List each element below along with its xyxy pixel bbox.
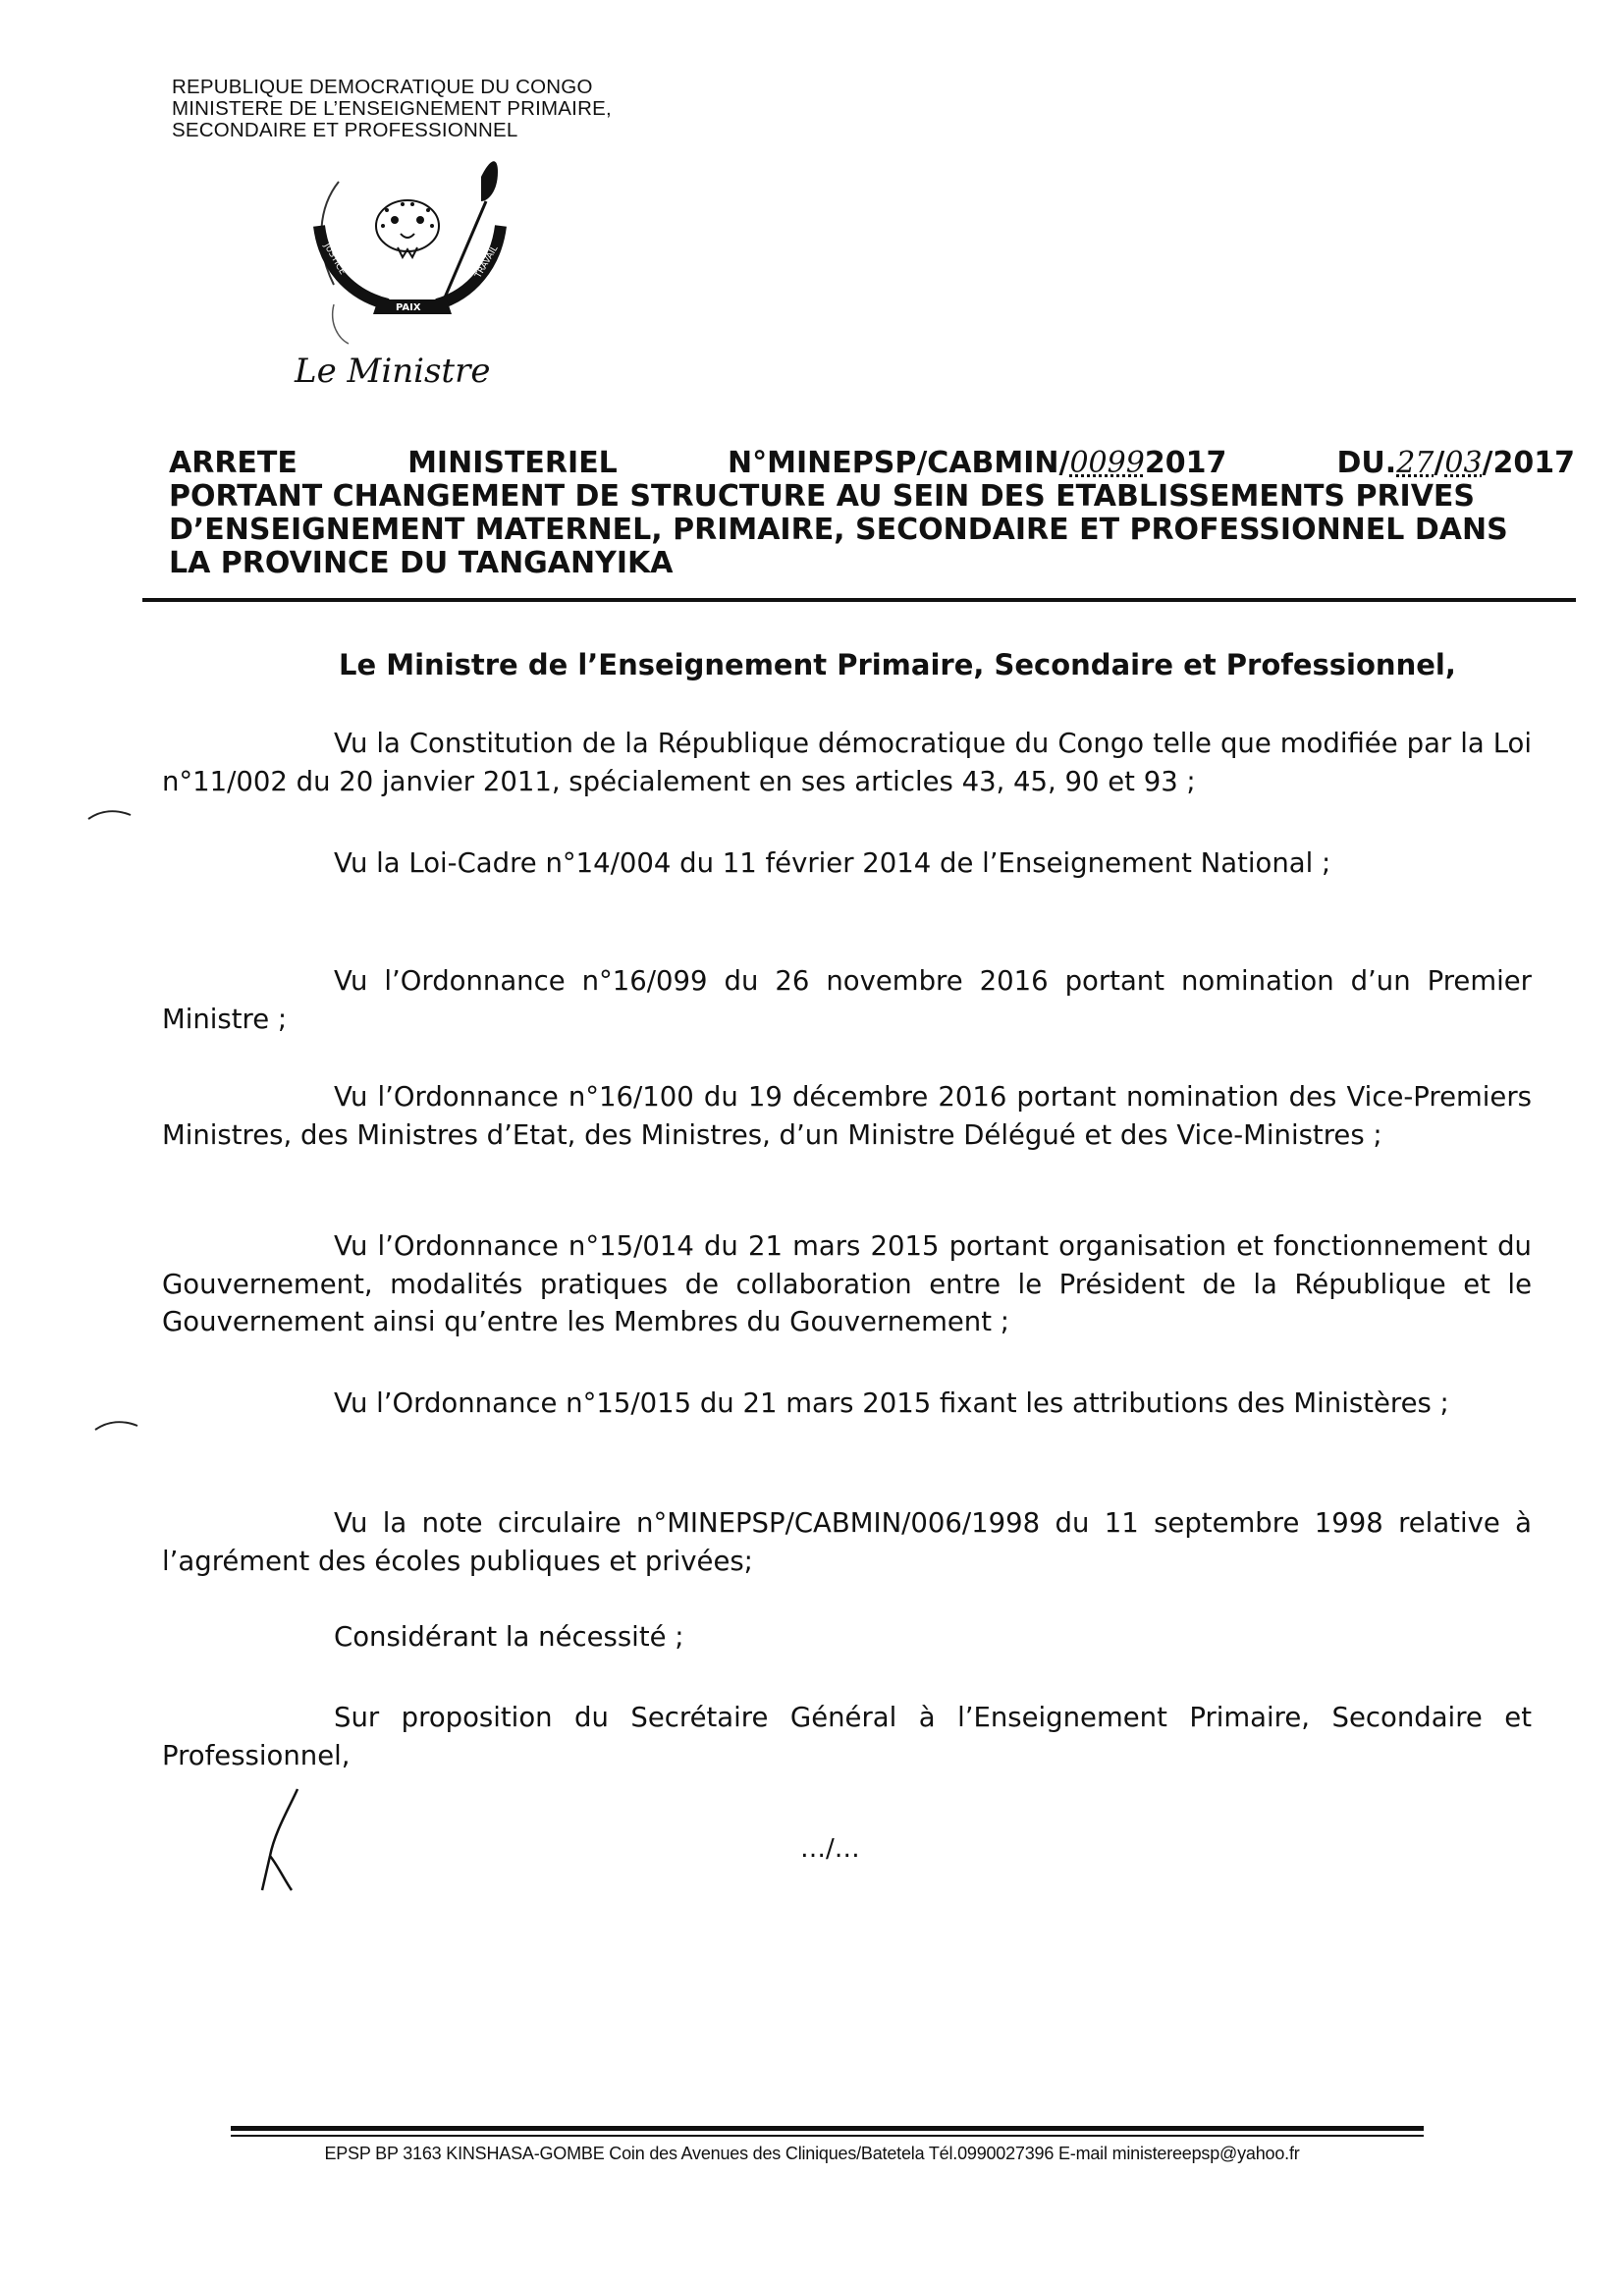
letterhead-country: REPUBLIQUE DEMOCRATIQUE DU CONGO bbox=[172, 76, 593, 98]
decree-title-line1 bbox=[169, 447, 1575, 480]
margin-tick-icon bbox=[93, 1416, 142, 1436]
decree-date: DU.27/03/2017 bbox=[1336, 446, 1575, 480]
decree-word-arrete: ARRETE bbox=[169, 446, 298, 480]
minister-title: Le Ministre bbox=[295, 352, 491, 391]
decree-word-ministeriel: MINISTERIEL bbox=[407, 446, 618, 480]
decree-day-handwritten: 27 bbox=[1396, 446, 1435, 480]
decree-title bbox=[169, 447, 1575, 580]
paragraph-considerant: Considérant la nécessité ; bbox=[334, 1621, 684, 1653]
paragraph-ordonnance-16-099: Vu l’Ordonnance n°16/099 du 26 novembre 2016 portant nomination d’un Premier Ministre ; bbox=[162, 965, 1532, 1035]
letterhead-ministry: MINISTERE DE L’ENSEIGNEMENT PRIMAIRE, bbox=[172, 97, 612, 120]
title-divider bbox=[142, 598, 1576, 602]
footer-divider bbox=[231, 2126, 1424, 2131]
emblem-motto-bottom: PAIX bbox=[396, 302, 421, 313]
decree-title-line4: LA PROVINCE DU TANGANYIKA bbox=[169, 546, 674, 580]
paragraph-loi-cadre: Vu la Loi-Cadre n°14/004 du 11 février 2014 de l’Enseignement National ; bbox=[334, 847, 1331, 879]
decree-month-handwritten: 03 bbox=[1444, 446, 1483, 480]
margin-tick-icon bbox=[86, 805, 135, 825]
intro-line: Le Ministre de l’Enseignement Primaire, Secondaire et Professionnel, bbox=[339, 648, 1456, 681]
paragraph-ordonnance-16-100: Vu l’Ordonnance n°16/100 du 19 décembre 2016 portant nomination des Vice-Premiers Ministres, des Ministres d’Etat, des Ministres, d’un Ministre Délégué et des Vice-Ministres ; bbox=[162, 1081, 1532, 1151]
letterhead-ministry-cont: SECONDAIRE ET PROFESSIONNEL bbox=[172, 119, 518, 141]
paragraph-note-circulaire: Vu la note circulaire n°MINEPSP/CABMIN/006/1998 du 11 septembre 1998 relative à l’agrément des écoles publiques et privées; bbox=[162, 1507, 1532, 1577]
continued-marker: …/… bbox=[800, 1834, 860, 1864]
coat-of-arms-icon bbox=[280, 157, 545, 353]
decree-title-line2: PORTANT CHANGEMENT DE STRUCTURE AU SEIN DES ETABLISSEMENTS PRIVES bbox=[169, 479, 1476, 514]
emblem-motto-left: JUSTICE bbox=[321, 242, 348, 277]
decree-title-line3: D’ENSEIGNEMENT MATERNEL, PRIMAIRE, SECONDAIRE ET PROFESSIONNEL DANS bbox=[169, 513, 1508, 547]
paragraph-ordonnance-15-015: Vu l’Ordonnance n°15/015 du 21 mars 2015 fixant les attributions des Ministères ; bbox=[334, 1387, 1449, 1419]
footer-contact: EPSP BP 3163 KINSHASA-GOMBE Coin des Avenues des Cliniques/Batetela Tél.0990027396 E-mail ministereepsp@yahoo.fr bbox=[324, 2144, 1300, 2163]
emblem-motto-right: TRAVAIL bbox=[473, 244, 501, 281]
decree-reference: N°MINEPSP/CABMIN/00992017 bbox=[728, 446, 1227, 480]
footer-divider-thin bbox=[231, 2135, 1424, 2137]
initials-mark-icon bbox=[250, 1787, 309, 1895]
paragraph-constitution: Vu la Constitution de la République démocratique du Congo telle que modifiée par la Loi n°11/002 du 20 janvier 2011, spécialement en ses articles 43, 45, 90 et 93 ; bbox=[162, 728, 1532, 797]
letterhead bbox=[172, 77, 859, 141]
paragraph-ordonnance-15-014: Vu l’Ordonnance n°15/014 du 21 mars 2015 portant organisation et fonctionnement du Gouvernement, modalités pratiques de collaboration entre le Président de la République et le Gouvernement ainsi qu’entre les Membres du Gouvernement ; bbox=[162, 1230, 1532, 1337]
decree-number-handwritten: 0099 bbox=[1069, 446, 1145, 480]
paragraph-sur-proposition: Sur proposition du Secrétaire Général à l’Enseignement Primaire, Secondaire et Professionnel, bbox=[162, 1702, 1532, 1771]
